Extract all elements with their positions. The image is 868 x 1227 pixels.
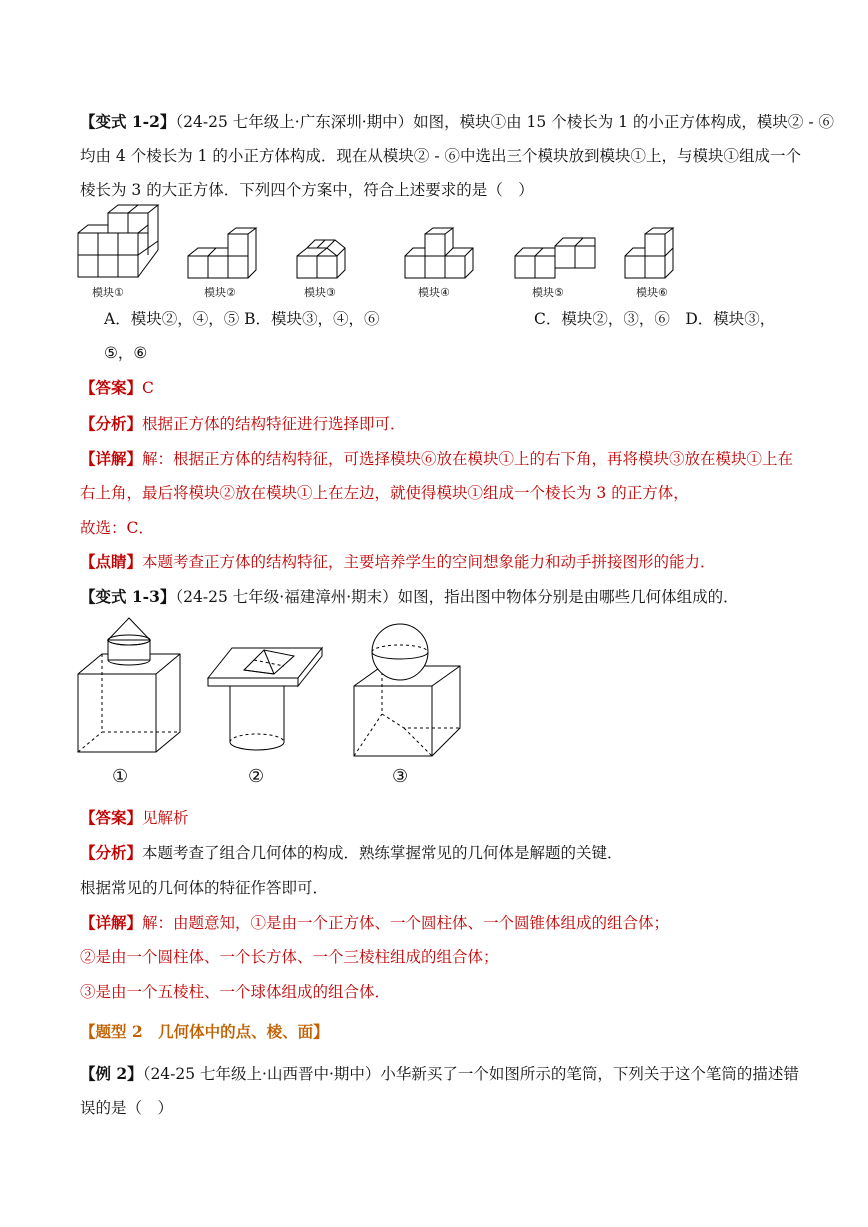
problem-1-2-line3: 棱长为 3 的大正方体．下列四个方案中，符合上述要求的是（ ） — [80, 181, 534, 199]
solid-1-label: ① — [112, 766, 129, 787]
module-4-caption: 模块④ — [418, 286, 450, 299]
module-6-figure — [625, 228, 677, 280]
example-2-line2: 误的是（ ） — [80, 1099, 174, 1117]
solid-3-figure — [352, 622, 464, 762]
problem-1-2-line1: 【变式 1-2】（24-25 七年级上·广东深圳·期中）如图，模块①由 15 个棱长为 1 的小正方体构成，模块② - ⑥ — [80, 112, 835, 131]
detail-1-line3: 故选：C． — [80, 519, 154, 537]
analysis-1: 【分析】根据正方体的结构特征进行选择即可． — [80, 414, 406, 433]
module-2-caption: 模块② — [204, 286, 236, 299]
problem-1-2-line2: 均由 4 个棱长为 1 的小正方体构成．现在从模块② - ⑥中选出三个模块放到模块①上，与模块①组成一个 — [80, 147, 802, 165]
module-5-caption: 模块⑤ — [532, 286, 564, 299]
problem-tag: 【变式 1-2】 — [80, 112, 176, 131]
options-ab: A．模块②，④，⑤ B．模块③，④，⑥ — [104, 310, 380, 328]
module-4-figure — [405, 228, 477, 280]
detail-1-line2: 右上角，最后将模块②放在模块①上在左边，就使得模块①组成一个棱长为 3 的正方体， — [80, 484, 689, 502]
module-3-figure — [297, 238, 357, 280]
solid-2-label: ② — [248, 766, 265, 787]
solid-2-figure — [208, 640, 324, 760]
solid-3-label: ③ — [392, 766, 409, 787]
detail-2-line3: ③是由一个五棱柱、一个球体组成的组合体． — [80, 983, 391, 1001]
detail-1-line1: 【详解】解：根据正方体的结构特征，可选择模块⑥放在模块①上的右下角，再将模块③放在模块①上在 — [80, 449, 794, 468]
analysis-2: 【分析】本题考查了组合几何体的构成．熟练掌握常见的几何体是解题的关键． — [80, 843, 623, 862]
analysis-2-cont: 根据常见的几何体的特征作答即可． — [80, 879, 329, 897]
options-cd: C．模块②，③，⑥ D．模块③， — [534, 310, 776, 328]
section-heading: 【题型 2 几何体中的点、棱、面】 — [80, 1022, 329, 1041]
module-6-caption: 模块⑥ — [636, 286, 668, 299]
note-1: 【点睛】本题考查正方体的结构特征，主要培养学生的空间想象能力和动手拼接图形的能力． — [80, 552, 716, 571]
module-1-figure — [78, 205, 178, 285]
module-2-figure — [188, 228, 260, 280]
module-3-caption: 模块③ — [304, 286, 336, 299]
module-1-caption: 模块① — [92, 286, 124, 299]
answer-1: 【答案】C — [80, 378, 154, 397]
problem-1-3: 【变式 1-3】（24-25 七年级·福建漳州·期末）如图，指出图中物体分别是由哪些几何体组成的． — [80, 587, 739, 606]
options-cont: ⑤，⑥ — [104, 344, 148, 362]
solid-1-figure — [78, 618, 188, 758]
detail-2-line2: ②是由一个圆柱体、一个长方体、一个三棱柱组成的组合体； — [80, 948, 499, 966]
detail-2-line1: 【详解】解：由题意知，①是由一个正方体、一个圆柱体、一个圆锥体组成的组合体； — [80, 913, 670, 932]
answer-2: 【答案】见解析 — [80, 808, 189, 827]
example-2-line1: 【例 2】（24-25 七年级上·山西晋中·期中）小华新买了一个如图所示的笔筒，下列关于这个笔筒的描述错 — [80, 1064, 799, 1083]
module-5-figure — [515, 238, 599, 280]
